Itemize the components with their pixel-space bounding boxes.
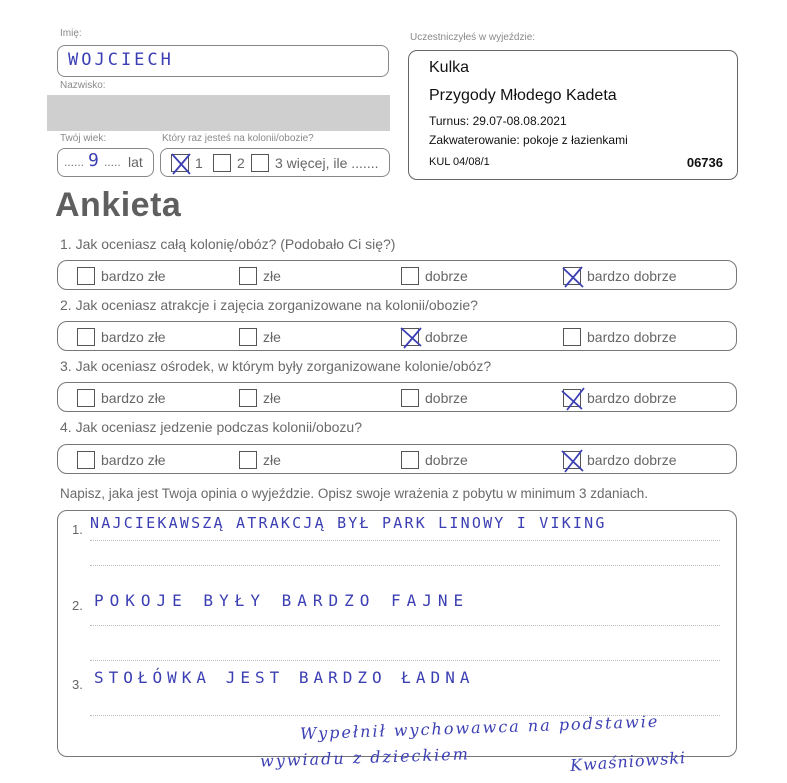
option-label: bardzo złe [101,329,166,345]
option-label: bardzo złe [101,390,166,406]
option-dobrze[interactable] [401,451,468,469]
ktory-raz-option-1[interactable] [171,154,203,172]
teacher-signature: Kwaśniowski [569,747,687,776]
nazwisko-label: Nazwisko: [60,80,106,91]
option-zle[interactable] [239,389,281,407]
opinion-line-2: POKOJE BYŁY BARDZO FAJNE [94,591,470,610]
question-number: 2. [60,297,72,313]
imie-field[interactable] [57,45,389,77]
participant-code: KUL 04/08/1 [429,156,490,168]
checkbox-icon [77,267,95,285]
opinion-prompt: Napisz, jaka jest Twoja opinia o wyjeździe. Opisz swoje wrażenia z pobytu w minimum 3 zdaniach. [60,486,649,501]
question-2 [60,297,478,313]
wiek-value: 9 [88,150,99,171]
ktory-raz-label: Który raz jesteś na kolonii/obozie? [162,133,314,144]
checkbox-icon [77,328,95,346]
participant-program: Przygody Młodego Kadeta [429,87,617,104]
checkbox-checked-icon [563,267,581,285]
checkbox-icon [239,451,257,469]
answer-row-2 [57,321,737,351]
option-label: złe [263,390,281,406]
option-zle[interactable] [239,267,281,285]
option-label: bardzo dobrze [587,390,677,406]
option-bardzo-zle[interactable] [77,328,166,346]
question-number: 4. [60,419,72,435]
option-dobrze[interactable] [401,328,468,346]
answer-row-1 [57,260,737,290]
checkbox-checked-icon [401,328,419,346]
option-label: dobrze [425,268,468,284]
wiek-label: Twój wiek: [60,133,107,144]
option-bardzo-zle[interactable] [77,451,166,469]
dotted-line [90,660,720,661]
option-bardzo-dobrze[interactable] [563,328,677,346]
checkbox-checked-icon [563,451,581,469]
option-bardzo-dobrze[interactable] [563,267,677,285]
participant-name: Kulka [429,59,470,76]
survey-title: Ankieta [55,186,182,224]
option-bardzo-dobrze[interactable] [563,389,677,407]
question-1 [60,236,395,252]
option-label: bardzo złe [101,268,166,284]
question-3 [60,358,491,374]
checkbox-icon [401,267,419,285]
teacher-note-line-2: wywiadu z dzieckiem [259,744,471,771]
checkbox-icon [77,451,95,469]
ktory-raz-option-2[interactable] [213,154,245,172]
wiek-field[interactable] [57,148,154,177]
answer-row-4 [57,444,737,474]
opinion-line-3: STOŁÓWKA JEST BARDZO ŁADNA [94,668,475,687]
nazwisko-redacted [47,95,390,131]
option-label: bardzo złe [101,452,166,468]
option-label: złe [263,452,281,468]
checkbox-icon [401,451,419,469]
option-label: bardzo dobrze [587,452,677,468]
ktory-raz-field [160,148,390,177]
option-dobrze[interactable] [401,389,468,407]
option-bardzo-dobrze[interactable] [563,451,677,469]
question-text: Jak oceniasz jedzenie podczas kolonii/obozu? [75,419,362,435]
question-text: Jak oceniasz ośrodek, w którym były zorganizowane kolonie/obóz? [75,358,492,374]
imie-label: Imię: [60,28,82,39]
opinion-line-number: 1. [72,522,83,537]
opinion-line-1: NAJCIEKAWSZĄ ATRAKCJĄ BYŁ PARK LINOWY I VIKING [90,514,607,532]
ktory-raz-option-label: 3 więcej, ile ....... [275,155,379,171]
checkbox-checked-icon [171,154,189,172]
checkbox-icon [251,154,269,172]
wiek-dots-left: ...... [64,155,85,169]
participant-label: Uczestniczyłeś w wyjeździe: [410,32,536,43]
ktory-raz-option-3[interactable] [251,154,378,172]
opinion-line-number: 3. [72,677,83,692]
option-label: złe [263,268,281,284]
option-label: dobrze [425,329,468,345]
wiek-dots-right: ..... [104,155,121,169]
question-number: 3. [60,358,72,374]
option-label: złe [263,329,281,345]
ktory-raz-option-label: 2 [237,155,245,171]
participant-zakwaterowanie: Zakwaterowanie: pokoje z łazienkami [429,133,628,147]
question-text: Jak oceniasz atrakcje i zajęcia zorganizowane na kolonii/obozie? [75,297,478,313]
opinion-line-number: 2. [72,598,83,613]
imie-value: WOJCIECH [68,50,174,70]
option-zle[interactable] [239,451,281,469]
answer-row-3 [57,382,737,412]
dotted-line [90,540,720,541]
checkbox-icon [401,389,419,407]
participant-number: 06736 [686,155,723,170]
question-number: 1. [60,236,72,252]
question-4 [60,419,362,435]
participant-box [408,50,738,180]
checkbox-icon [239,267,257,285]
question-text: Jak oceniasz całą kolonię/obóz? (Podobało Ci się?) [75,236,396,252]
checkbox-icon [239,389,257,407]
option-label: bardzo dobrze [587,268,677,284]
option-label: dobrze [425,390,468,406]
checkbox-icon [239,328,257,346]
checkbox-checked-icon [563,389,581,407]
checkbox-icon [77,389,95,407]
option-bardzo-zle[interactable] [77,389,166,407]
participant-turnus: Turnus: 29.07-08.08.2021 [429,114,567,128]
option-label: dobrze [425,452,468,468]
checkbox-icon [563,328,581,346]
wiek-unit: lat [128,154,143,170]
dotted-line [90,625,720,626]
option-bardzo-zle[interactable] [77,267,166,285]
dotted-line [90,565,720,566]
option-zle[interactable] [239,328,281,346]
teacher-note-line-1: Wypełnił wychowawca na podstawie [299,711,660,744]
option-dobrze[interactable] [401,267,468,285]
ktory-raz-option-label: 1 [195,155,203,171]
checkbox-icon [213,154,231,172]
option-label: bardzo dobrze [587,329,677,345]
